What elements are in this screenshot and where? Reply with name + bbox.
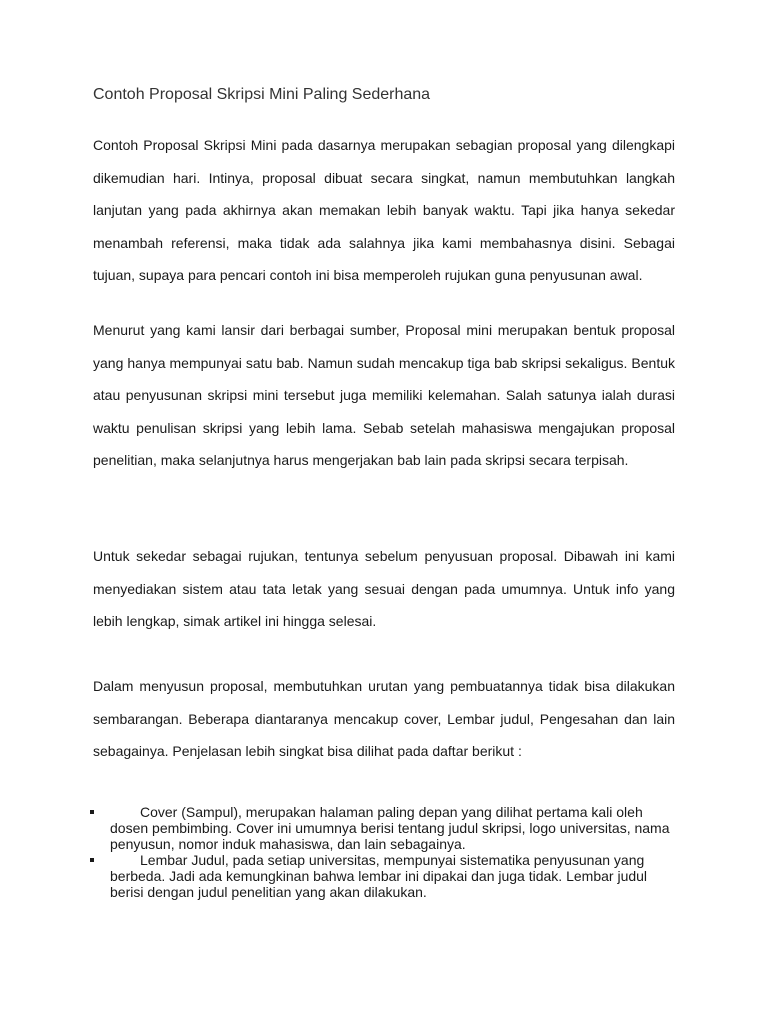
list-item-line: judul berisi dengan judul penelitian yang akan dilakukan. (110, 868, 648, 900)
bullet-list (90, 804, 678, 900)
list-item-line: nama penyusun, nomor induk mahasiswa, dan lain sebagainya. (110, 820, 670, 852)
paragraph-line: dikemudian hari. Intinya, proposal dibuat secara singkat, namun membutuhkan langkah (93, 169, 675, 186)
list-item (90, 804, 678, 852)
paragraph-line: Pengesahan dan lain sebagainya. Penjelasan lebih singkat bisa dilihat pada daftar (93, 710, 676, 759)
paragraph-line: sekaligus. Bentuk atau penyusunan skripsi mini tersebut juga memiliki kelemahan. Salah (93, 354, 676, 403)
paragraph-line: proposal yang hanya mempunyai satu bab. Namun sudah mencakup tiga bab skripsi (93, 322, 676, 371)
list-item-line: berbeda. Jadi ada kemungkinan bahwa lembar ini dipakai dan juga tidak. Lembar (110, 868, 614, 884)
paragraph-line: kami menyediakan sistem atau tata letak yang sesuai dengan pada umumnya. Untuk (93, 548, 675, 597)
list-item-line: dosen pembimbing. Cover ini umumnya berisi tentang judul skripsi, logo universitas, (110, 820, 631, 836)
paragraph-line: Contoh Proposal Skripsi Mini pada dasarnya merupakan sebagian proposal yang dilengkapi (93, 137, 675, 153)
list-item-line: Lembar Judul, pada setiap universitas, mempunyai sistematika penyusunan yang (140, 852, 645, 868)
list-item-line: Cover (Sampul), merupakan halaman paling depan yang dilihat pertama kali oleh (140, 804, 643, 820)
paragraph-line: menambah referensi, maka tidak ada salahnya jika kami membahasnya disini. Sebagai (93, 234, 675, 251)
paragraph-reference (93, 540, 675, 638)
paragraph-line: berikut : (472, 743, 522, 759)
page-title: Contoh Proposal Skripsi Mini Paling Sederhana (93, 86, 431, 103)
paragraph-line: lanjutan yang pada akhirnya akan memakan lebih banyak waktu. Tapi jika hanya sekedar (93, 202, 675, 218)
paragraph-line: Untuk sekedar sebagai rujukan, tentunya sebelum penyusuan proposal. Dibawah ini (93, 548, 639, 564)
paragraph-line: tujuan, supaya para pencari contoh ini bisa memperoleh rujukan guna penyusunan awal. (93, 267, 643, 283)
paragraph-line: mengajukan proposal penelitian, maka selanjutnya harus mengerjakan bab lain pada (93, 419, 676, 468)
paragraph-order (93, 670, 675, 768)
paragraph-intro (93, 129, 675, 292)
paragraph-definition (93, 314, 675, 477)
square-bullet-icon (90, 810, 94, 814)
paragraph-line: info yang lebih lengkap, simak artikel ini hingga selesai. (93, 580, 676, 629)
paragraph-line: satunya ialah durasi waktu penulisan skripsi yang lebih lama. Sebab setelah mahasiswa (93, 387, 675, 436)
paragraph-line: skripsi secara terpisah. (485, 452, 629, 468)
paragraph-line: Menurut yang kami lansir dari berbagai sumber, Proposal mini merupakan bentuk (93, 322, 616, 338)
paragraph-line: dilakukan sembarangan. Beberapa diantaranya mencakup cover, Lembar judul, (93, 678, 675, 727)
list-item (90, 852, 678, 900)
paragraph-line: Dalam menyusun proposal, membutuhkan urutan yang pembuatannya tidak bisa (93, 678, 610, 694)
square-bullet-icon (90, 858, 94, 862)
